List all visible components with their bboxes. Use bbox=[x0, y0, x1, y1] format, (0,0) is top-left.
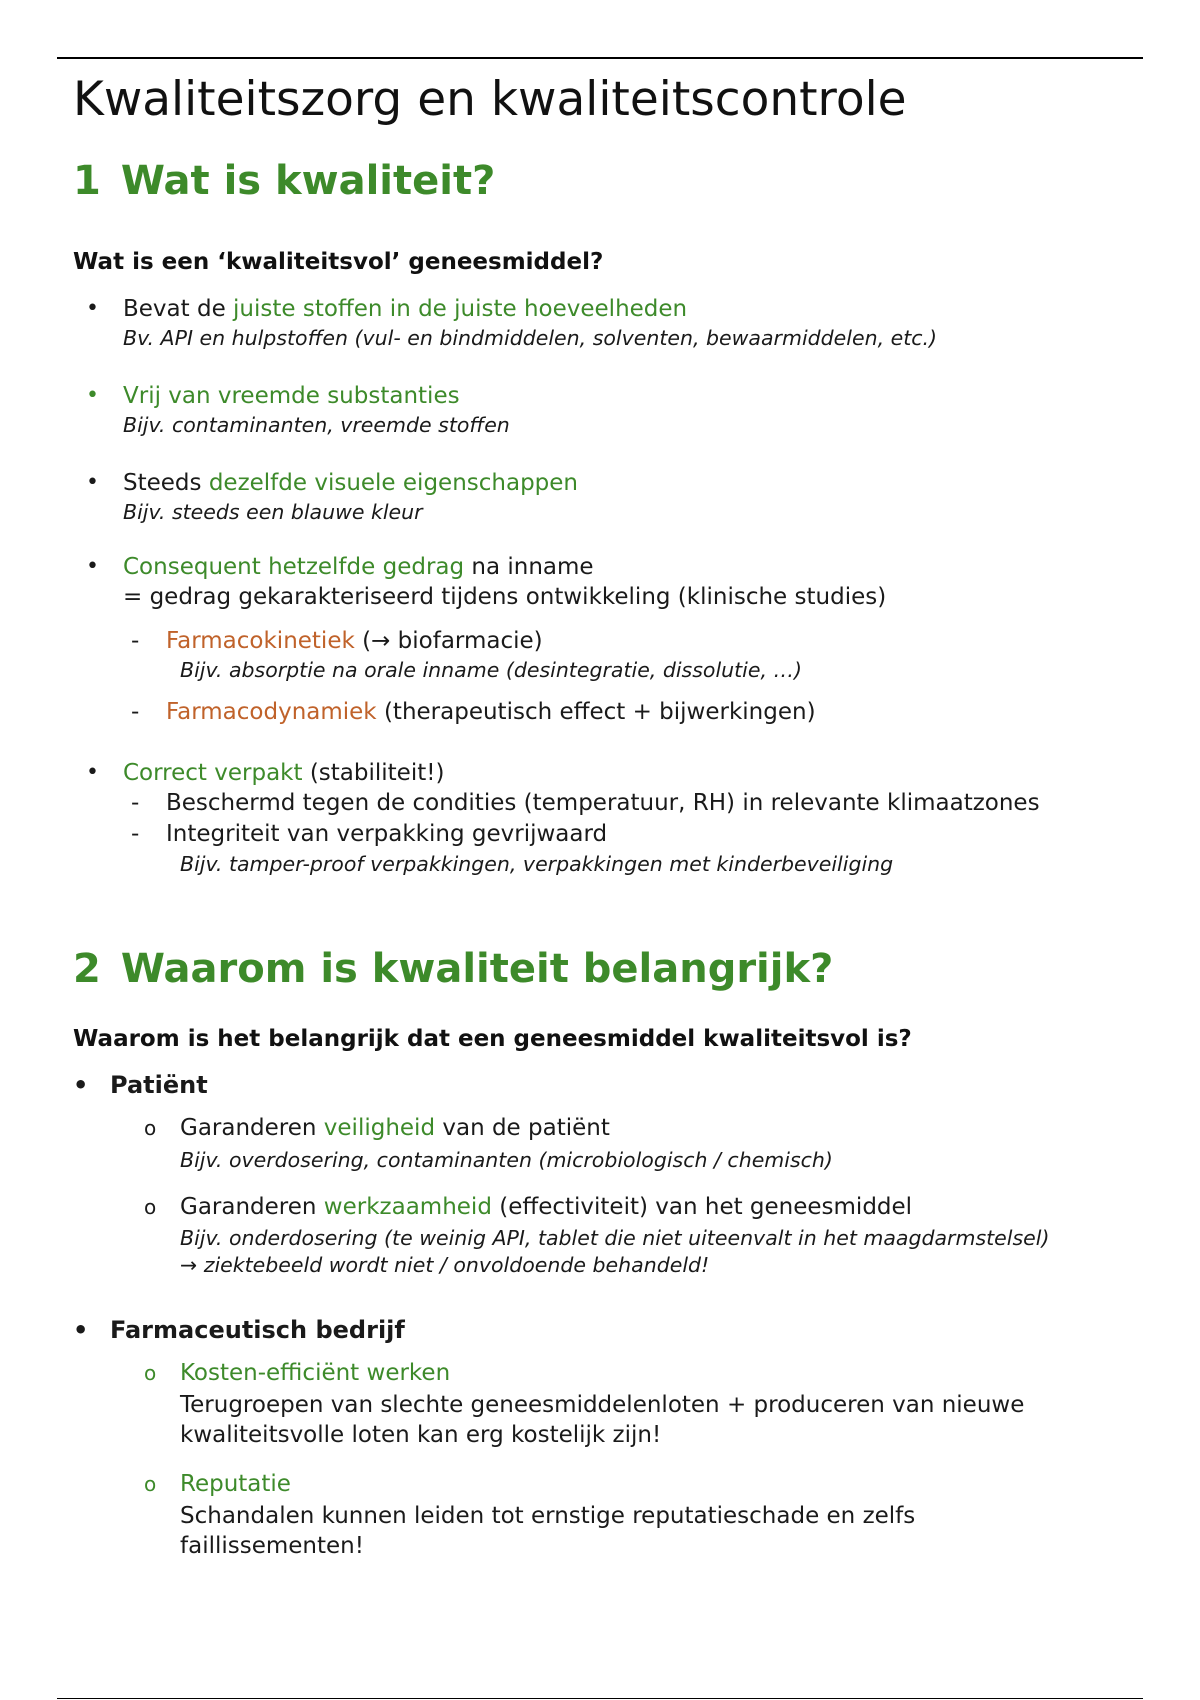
subitem-highlight: werkzaamheid bbox=[323, 1194, 492, 1220]
item-highlight: Correct verpakt bbox=[123, 760, 303, 786]
dash-icon: - bbox=[131, 790, 140, 816]
dash-icon: - bbox=[131, 821, 140, 847]
section-2-question: Waarom is het belangrijk dat een geneesmiddel kwaliteitsvol is? bbox=[73, 1026, 912, 1052]
subitem-highlight: Farmacodynamiek bbox=[166, 699, 377, 725]
circle-bullet-icon: o bbox=[144, 1472, 157, 1496]
bullet-icon: • bbox=[86, 760, 99, 785]
example-verpakt: Bijv. tamper-proof verpakkingen, verpakkingen met kinderbeveiliging bbox=[180, 852, 894, 876]
item-label: Patiënt bbox=[110, 1071, 208, 1099]
subitem-farmacokinetiek bbox=[131, 626, 543, 656]
gedrag-definition: = gedrag gekarakteriseerd tijdens ontwikkeling (klinische studies) bbox=[123, 584, 887, 610]
example-veiligheid: Bijv. overdosering, contaminanten (microbiologisch / chemisch) bbox=[180, 1148, 833, 1172]
section-1-title: Wat is kwaliteit? bbox=[120, 158, 496, 204]
bullet-icon: • bbox=[86, 554, 99, 579]
section-2-heading bbox=[73, 946, 833, 992]
kosten-line-1: Terugroepen van slechte geneesmiddelenloten + produceren van nieuwe bbox=[180, 1392, 1025, 1418]
example-visueel: Bijv. steeds een blauwe kleur bbox=[123, 500, 423, 524]
bullet-icon: • bbox=[73, 1071, 89, 1099]
example-werkzaamheid-2: → ziektebeeld wordt niet / onvoldoende behandeld! bbox=[180, 1253, 710, 1277]
kosten-line-2: kwaliteitsvolle loten kan erg kostelijk zijn! bbox=[180, 1422, 662, 1448]
list-item-vrij bbox=[86, 381, 460, 411]
bottom-rule bbox=[57, 1698, 1143, 1699]
dash-icon: - bbox=[131, 699, 140, 725]
example-vrij: Bijv. contaminanten, vreemde stoffen bbox=[123, 413, 510, 437]
subitem-text: (effectiviteit) van het geneesmiddel bbox=[491, 1194, 913, 1220]
item-label: Farmaceutisch bedrijf bbox=[110, 1316, 405, 1344]
bullet-icon: • bbox=[73, 1316, 89, 1344]
subitem-text: (therapeutisch effect + bijwerkingen) bbox=[376, 699, 816, 725]
section-2-number: 2 bbox=[73, 946, 101, 992]
bullet-icon: • bbox=[86, 296, 99, 321]
item-highlight: juiste stoffen in de juiste hoeveelheden bbox=[233, 296, 688, 322]
item-text: (stabiliteit!) bbox=[302, 760, 445, 786]
example-farmacokinetiek: Bijv. absorptie na orale inname (desintegratie, dissolutie, …) bbox=[180, 658, 803, 682]
subitem-kosten bbox=[144, 1358, 451, 1388]
list-item-verpakt bbox=[86, 758, 445, 788]
reputatie-line-2: faillissementen! bbox=[180, 1533, 364, 1559]
subitem-text: Beschermd tegen de condities (temperatuur, RH) in relevante klimaatzones bbox=[166, 790, 1040, 816]
circle-bullet-icon: o bbox=[144, 1116, 157, 1140]
circle-bullet-icon: o bbox=[144, 1361, 157, 1385]
list-item-visueel bbox=[86, 468, 578, 498]
circle-bullet-icon: o bbox=[144, 1195, 157, 1219]
subitem-integriteit bbox=[131, 819, 608, 849]
subitem-text: Integriteit van verpakking gevrijwaard bbox=[166, 821, 608, 847]
item-highlight: Consequent hetzelfde gedrag bbox=[123, 554, 465, 580]
section-2-title: Waarom is kwaliteit belangrijk? bbox=[120, 946, 834, 992]
subitem-highlight: Farmacokinetiek bbox=[166, 628, 355, 654]
subitem-farmacodynamiek bbox=[131, 697, 816, 727]
subitem-beschermd bbox=[131, 788, 1040, 818]
item-text: Steeds bbox=[123, 470, 209, 496]
section-1-heading bbox=[73, 158, 495, 204]
reputatie-line-1: Schandalen kunnen leiden tot ernstige reputatieschade en zelfs bbox=[180, 1503, 916, 1529]
subitem-text: Garanderen bbox=[180, 1115, 324, 1141]
subitem-highlight: Reputatie bbox=[180, 1471, 291, 1497]
subitem-reputatie bbox=[144, 1469, 291, 1499]
bullet-icon: • bbox=[86, 383, 99, 408]
item-highlight: Vrij van vreemde substanties bbox=[123, 383, 460, 409]
list-item-gedrag bbox=[86, 552, 594, 582]
subitem-highlight: veiligheid bbox=[323, 1115, 436, 1141]
subitem-text: van de patiënt bbox=[435, 1115, 610, 1141]
section-1-number: 1 bbox=[73, 158, 101, 204]
top-rule bbox=[57, 57, 1143, 59]
document-title: Kwaliteitszorg en kwaliteitscontrole bbox=[73, 72, 907, 127]
subitem-text: (→ biofarmacie) bbox=[354, 628, 543, 654]
example-werkzaamheid-1: Bijv. onderdosering (te weinig API, tablet die niet uiteenvalt in het maagdarmstelsel) bbox=[180, 1226, 1050, 1250]
item-text: Bevat de bbox=[123, 296, 234, 322]
dash-icon: - bbox=[131, 628, 140, 654]
subitem-highlight: Kosten-efficiënt werken bbox=[180, 1360, 451, 1386]
subitem-veiligheid bbox=[144, 1113, 610, 1143]
bullet-icon: • bbox=[86, 470, 99, 495]
section-1-question: Wat is een ‘kwaliteitsvol’ geneesmiddel? bbox=[73, 249, 604, 275]
item-highlight: dezelfde visuele eigenschappen bbox=[208, 470, 578, 496]
list-item-stoffen bbox=[86, 294, 688, 324]
subitem-werkzaamheid bbox=[144, 1192, 913, 1222]
subitem-text: Garanderen bbox=[180, 1194, 324, 1220]
item-text: na inname bbox=[464, 554, 594, 580]
example-stoffen: Bv. API en hulpstoffen (vul- en bindmiddelen, solventen, bewaarmiddelen, etc.) bbox=[123, 326, 938, 350]
